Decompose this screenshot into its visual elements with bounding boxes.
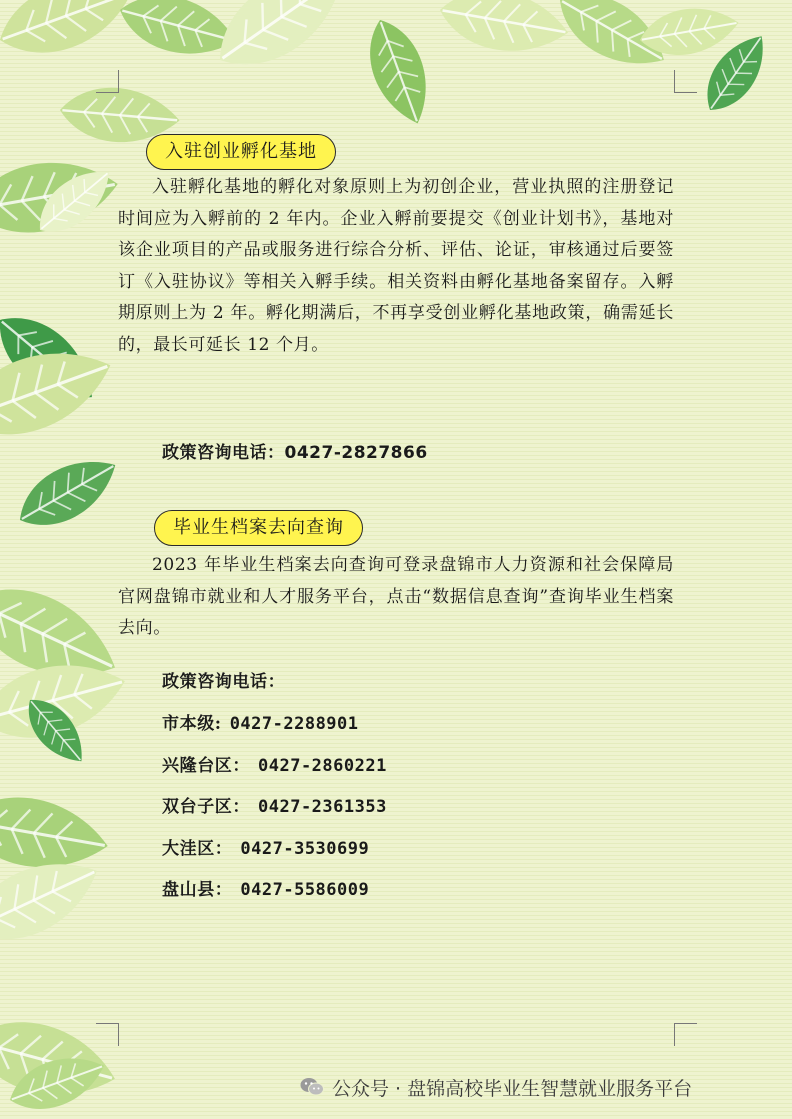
crop-mark-bottom-left [96, 1023, 119, 1046]
phone-label: 政策咨询电话： [162, 443, 285, 463]
contact-number: 0427-3530699 [240, 839, 370, 859]
section-body-archive: 2023 年毕业生档案去向查询可登录盘锦市人力资源和社会保障局官网盘锦市就业和人才服务平台，点击“数据信息查询”查询毕业生档案去向。 [118, 555, 674, 638]
crop-mark-top-right [674, 70, 697, 93]
contact-number: 0427-5586009 [240, 880, 370, 900]
contact-area: 市本级: [162, 714, 222, 734]
contact-number: 0427-2361353 [258, 797, 387, 817]
section-body-incubation: 入驻孵化基地的孵化对象原则上为初创企业，营业执照的注册登记时间应为入孵前的 2 年内。企业入孵前要提交《创业计划书》，基地对该企业项目的产品或服务进行综合分析、评估、论证，审核通过后要签订《入驻协议》等相关入孵手续。相关资料由孵化基地备案留存。入孵期原则上为 2 年。孵化期满后，不再享受创业孵化基地政策，确需延长的，最长可延长 12 个月。 [118, 177, 674, 355]
watermark-text: 公众号 · 盘锦高校毕业生智慧就业服务平台 [332, 1077, 693, 1100]
contact-row [162, 792, 387, 817]
contact-area: 盘山县： [162, 880, 233, 900]
contact-row [162, 709, 359, 734]
section-title-incubation: 入驻创业孵化基地 [146, 134, 336, 170]
crop-mark-bottom-right [674, 1023, 697, 1046]
crop-mark-top-left [96, 70, 119, 93]
contact-number: 0427-2288901 [229, 714, 359, 734]
contact-area: 双台子区： [162, 797, 250, 817]
contact-area: 大洼区： [162, 839, 233, 859]
contact-number: 0427-2860221 [258, 756, 387, 776]
wechat-watermark [300, 1074, 692, 1100]
section-title-archive: 毕业生档案去向查询 [154, 510, 363, 546]
contact-row [162, 875, 369, 900]
contact-row [162, 834, 369, 859]
phone-label-archive: 政策咨询电话： [162, 672, 286, 692]
phone-number: 0427-2827866 [284, 443, 428, 463]
contact-area: 兴隆台区： [162, 756, 250, 776]
contact-row [162, 751, 387, 776]
wechat-icon [300, 1077, 324, 1097]
phone-line-incubation [162, 438, 428, 463]
